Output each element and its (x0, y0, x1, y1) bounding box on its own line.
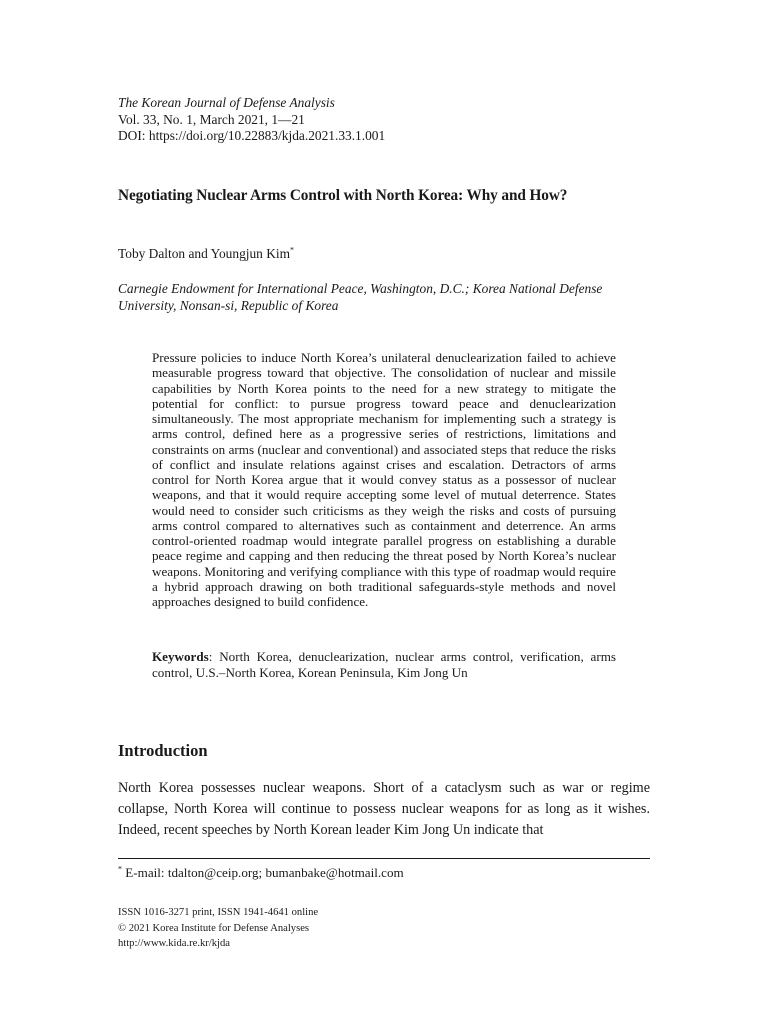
publisher-info (118, 905, 318, 952)
journal-info (118, 95, 385, 145)
section-heading-introduction: Introduction (118, 741, 208, 760)
keywords (152, 649, 616, 681)
journal-doi: DOI: https://doi.org/10.22883/kjda.2021.33.1.001 (118, 128, 386, 143)
introduction-text: North Korea possesses nuclear weapons. Short of a cataclysm such as war or regime collapse, North Korea will continue to possess nuclear weapons for as long as it wishes. Indeed, recent speeches by North Korean leader Kim Jong Un indicate that (118, 780, 650, 839)
author-names: Toby Dalton and Youngjun Kim (118, 246, 291, 261)
journal-name: The Korean Journal of Defense Analysis (118, 95, 335, 110)
abstract: Pressure policies to induce North Korea’s unilateral denuclearization failed to achieve measurable progress toward that objective. The consolidation of nuclear and missile capabilities by North Korea points to the need for a new strategy to mitigate the potential for conflict: to pursue progress toward peace and denuclearization simultaneously. The most appropriate mechanism for implementing such a strategy is arms control, defined here as a progressive series of restrictions, limitations and constraints on arms (nuclear and conventional) and associated steps that reduce the risks of conflict and insulate relations against crises and escalation. Detractors of arms control for North Korea argue that it would convey status as a possessor of nuclear weapons, and that it would require accepting some level of mutual deterrence. States would need to consider such criticisms as they weigh the risks and costs of pursuing arms control compared to alternatives such as containment and deterrence. An arms control-oriented roadmap would integrate parallel progress on establishing a durable peace regime and capping and then reducing the threat posed by North Korea’s nuclear weapons. Monitoring and verifying compliance with this type of roadmap would require a hybrid approach drawing on both traditional safeguards-style methods and novel approaches designed to build confidence. (152, 350, 616, 609)
paper-title: Negotiating Nuclear Arms Control with North Korea: Why and How? (118, 187, 568, 204)
keywords-text: : North Korea, denuclearization, nuclear arms control, verification, arms control, U.S.–North Korea, Korean Peninsula, Kim Jong Un (152, 649, 616, 680)
authors (118, 246, 294, 262)
copyright-line: © 2021 Korea Institute for Defense Analyses (118, 922, 310, 934)
affiliation: Carnegie Endowment for International Peace, Washington, D.C.; Korea National Defense University, Nonsan-si, Republic of Korea (118, 281, 603, 313)
footnote-mark: * (118, 864, 122, 874)
journal-url: http://www.kida.re.kr/kjda (118, 938, 230, 949)
keywords-label: Keywords (152, 649, 209, 664)
footnote-email: E-mail: tdalton@ceip.org; bumanbake@hotmail.com (122, 865, 404, 880)
author-footnote-mark: * (290, 245, 295, 255)
issn-line: ISSN 1016-3271 print, ISSN 1941-4641 online (118, 907, 319, 918)
footnote-divider (118, 858, 650, 859)
journal-volume: Vol. 33, No. 1, March 2021, 1—21 (118, 111, 305, 127)
footnote (118, 865, 404, 881)
